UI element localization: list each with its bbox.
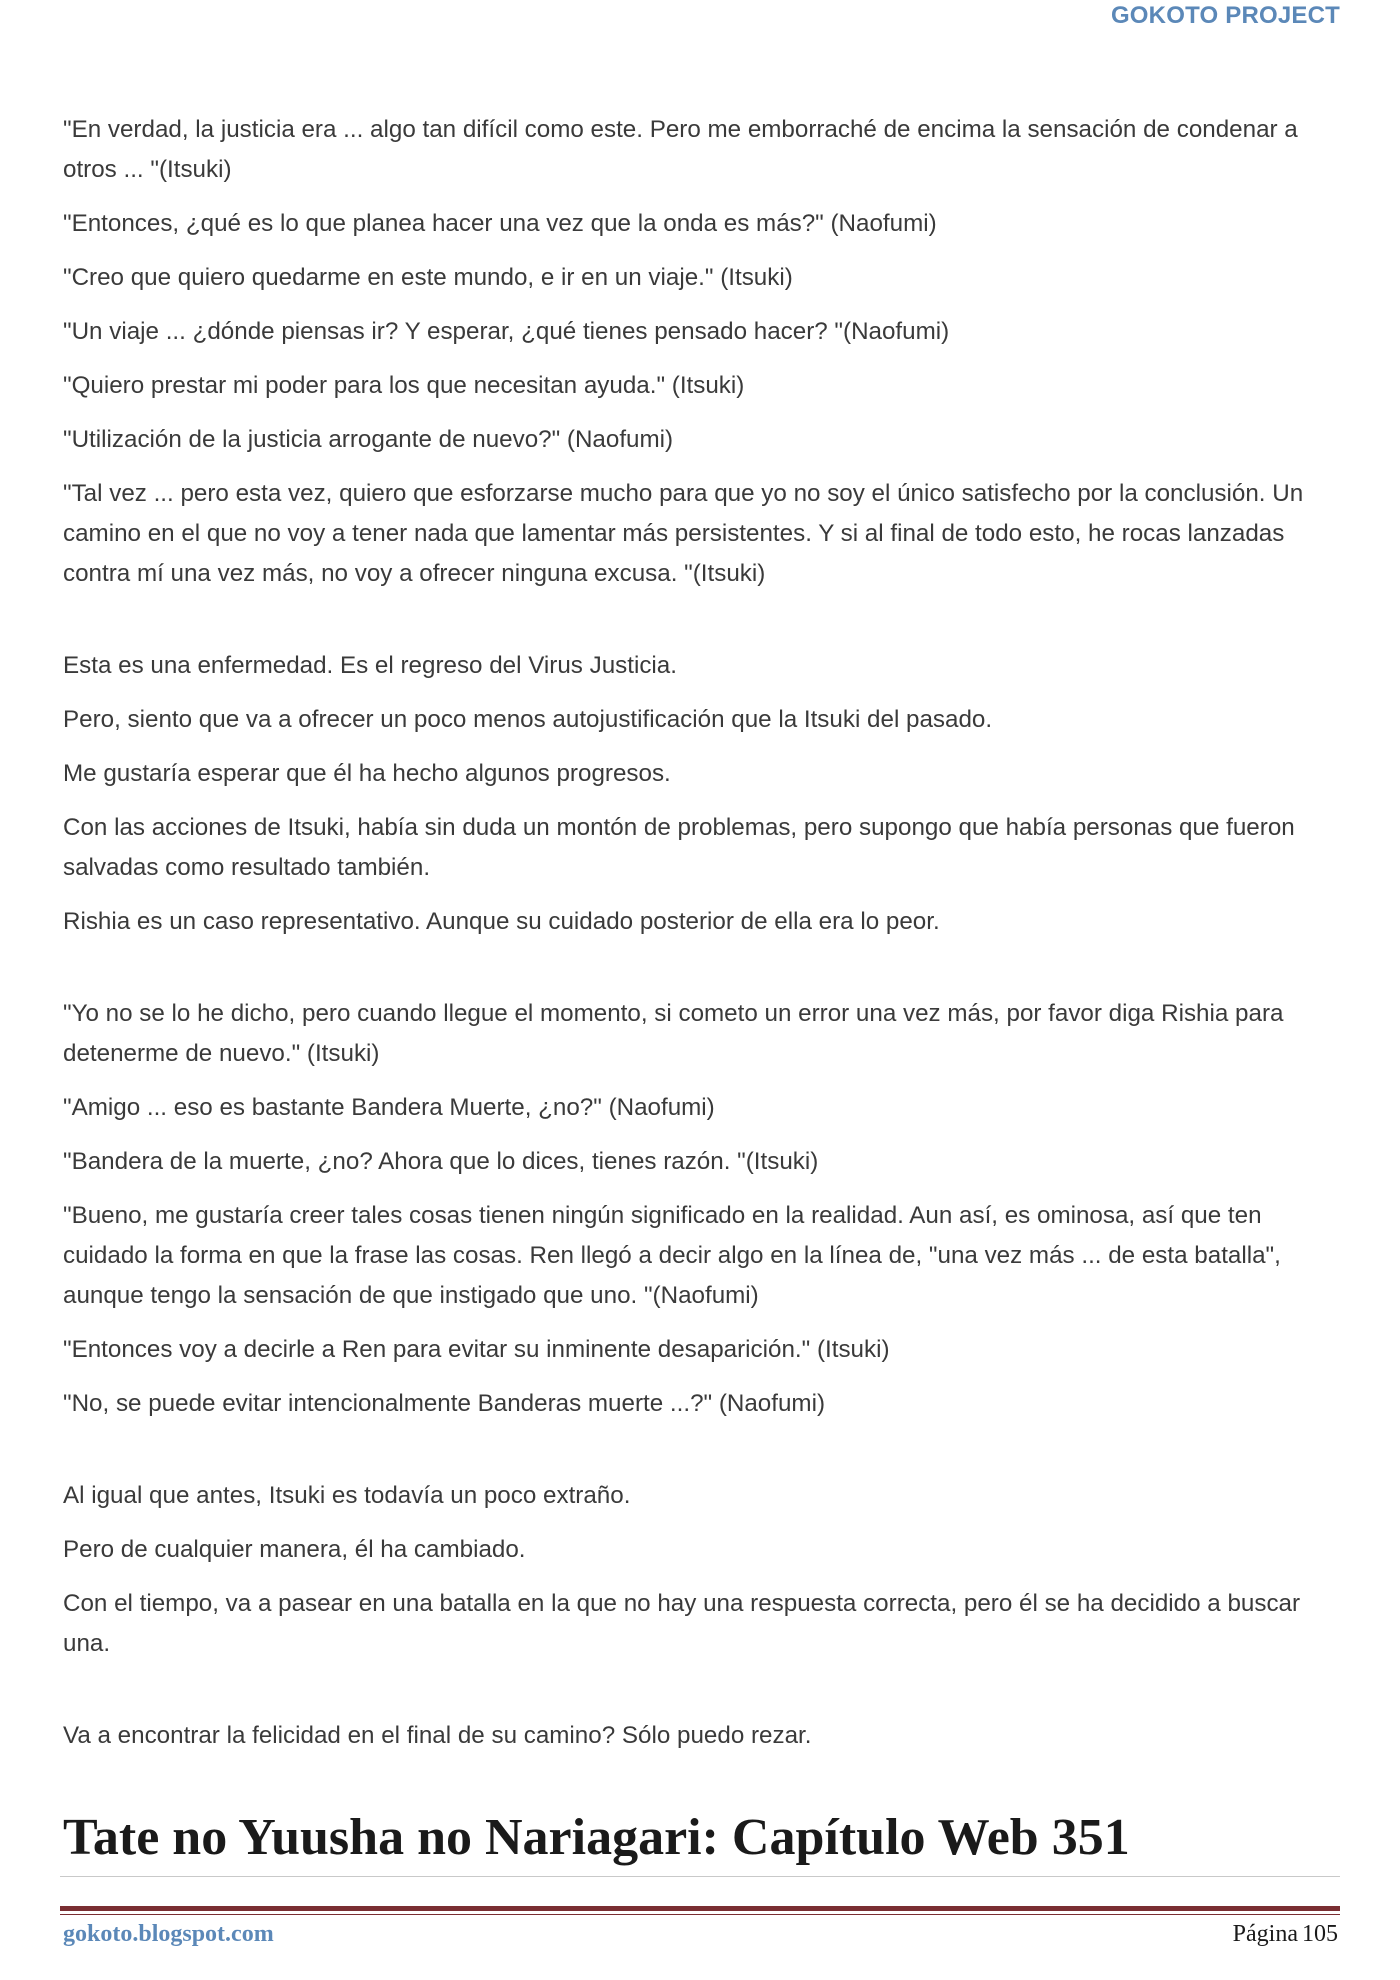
paragraph: "Tal vez ... pero esta vez, quiero que esforzarse mucho para que yo no soy el único satisfecho por la conclusión. Un camino en el que no voy a tener nada que lamentar más persistentes. Y si al final de todo esto, he rocas lanzadas contra mí una vez más, no voy a ofrecer ninguna excusa. "(Itsuki) bbox=[63, 480, 1304, 587]
title-underline bbox=[60, 1876, 1340, 1877]
chapter-title: Tate no Yuusha no Nariagari: Capítulo Web 351 bbox=[63, 1809, 1130, 1866]
footer-page-number bbox=[1233, 1921, 1338, 1948]
page-body bbox=[63, 110, 1348, 1770]
paragraph: "Amigo ... eso es bastante Bandera Muerte, ¿no?" (Naofumi) bbox=[63, 1094, 715, 1121]
paragraph: Con las acciones de Itsuki, había sin duda un montón de problemas, pero supongo que había personas que fueron salvadas como resultado también. bbox=[63, 814, 1295, 881]
paragraph: "Yo no se lo he dicho, pero cuando llegue el momento, si cometo un error una vez más, por favor diga Rishia para detenerme de nuevo." (Itsuki) bbox=[63, 1000, 1284, 1067]
paragraph: "No, se puede evitar intencionalmente Banderas muerte ...?" (Naofumi) bbox=[63, 1390, 826, 1417]
paragraph: Va a encontrar la felicidad en el final de su camino? Sólo puedo rezar. bbox=[63, 1722, 812, 1749]
paragraph: Pero de cualquier manera, él ha cambiado. bbox=[63, 1536, 526, 1563]
paragraph: "Bueno, me gustaría creer tales cosas tienen ningún significado en la realidad. Aun así, es ominosa, así que ten cuidado la forma en que la frase las cosas. Ren llegó a decir algo en la línea de, "una vez más ... de esta batalla", aunque tengo la sensación de que instigado que uno. "(Naofumi) bbox=[63, 1202, 1281, 1309]
paragraph: "Utilización de la justicia arrogante de nuevo?" (Naofumi) bbox=[63, 426, 674, 453]
paragraph: Me gustaría esperar que él ha hecho algunos progresos. bbox=[63, 760, 671, 787]
footer-rule-thin bbox=[60, 1914, 1340, 1915]
paragraph: Esta es una enfermedad. Es el regreso del Virus Justicia. bbox=[63, 652, 677, 679]
paragraph: Con el tiempo, va a pasear en una batalla en la que no hay una respuesta correcta, pero él se ha decidido a buscar una. bbox=[63, 1590, 1301, 1657]
paragraph: "Creo que quiero quedarme en este mundo, e ir en un viaje." (Itsuki) bbox=[63, 264, 793, 291]
paragraph: "Entonces voy a decirle a Ren para evitar su inminente desaparición." (Itsuki) bbox=[63, 1336, 890, 1363]
paragraph: "Entonces, ¿qué es lo que planea hacer una vez que la onda es más?" (Naofumi) bbox=[63, 210, 937, 237]
page-label: Página bbox=[1232, 1921, 1298, 1947]
paragraph: "Quiero prestar mi poder para los que necesitan ayuda." (Itsuki) bbox=[63, 372, 745, 399]
paragraph: Al igual que antes, Itsuki es todavía un poco extraño. bbox=[63, 1482, 631, 1509]
page-number: 105 bbox=[1302, 1921, 1338, 1947]
header-project-name: GOKOTO PROJECT bbox=[1110, 2, 1340, 29]
paragraph: Rishia es un caso representativo. Aunque su cuidado posterior de ella era lo peor. bbox=[63, 908, 940, 935]
paragraph: Pero, siento que va a ofrecer un poco menos autojustificación que la Itsuki del pasado. bbox=[63, 706, 993, 733]
paragraph: "Un viaje ... ¿dónde piensas ir? Y esperar, ¿qué tienes pensado hacer? "(Naofumi) bbox=[63, 318, 950, 345]
paragraph: "En verdad, la justicia era ... algo tan difícil como este. Pero me emborraché de encima la sensación de condenar a otros ... "(Itsuki) bbox=[63, 116, 1298, 183]
footer-rule bbox=[60, 1906, 1340, 1911]
paragraph: "Bandera de la muerte, ¿no? Ahora que lo dices, tienes razón. "(Itsuki) bbox=[63, 1148, 819, 1175]
footer-site-link[interactable]: gokoto.blogspot.com bbox=[63, 1921, 274, 1947]
